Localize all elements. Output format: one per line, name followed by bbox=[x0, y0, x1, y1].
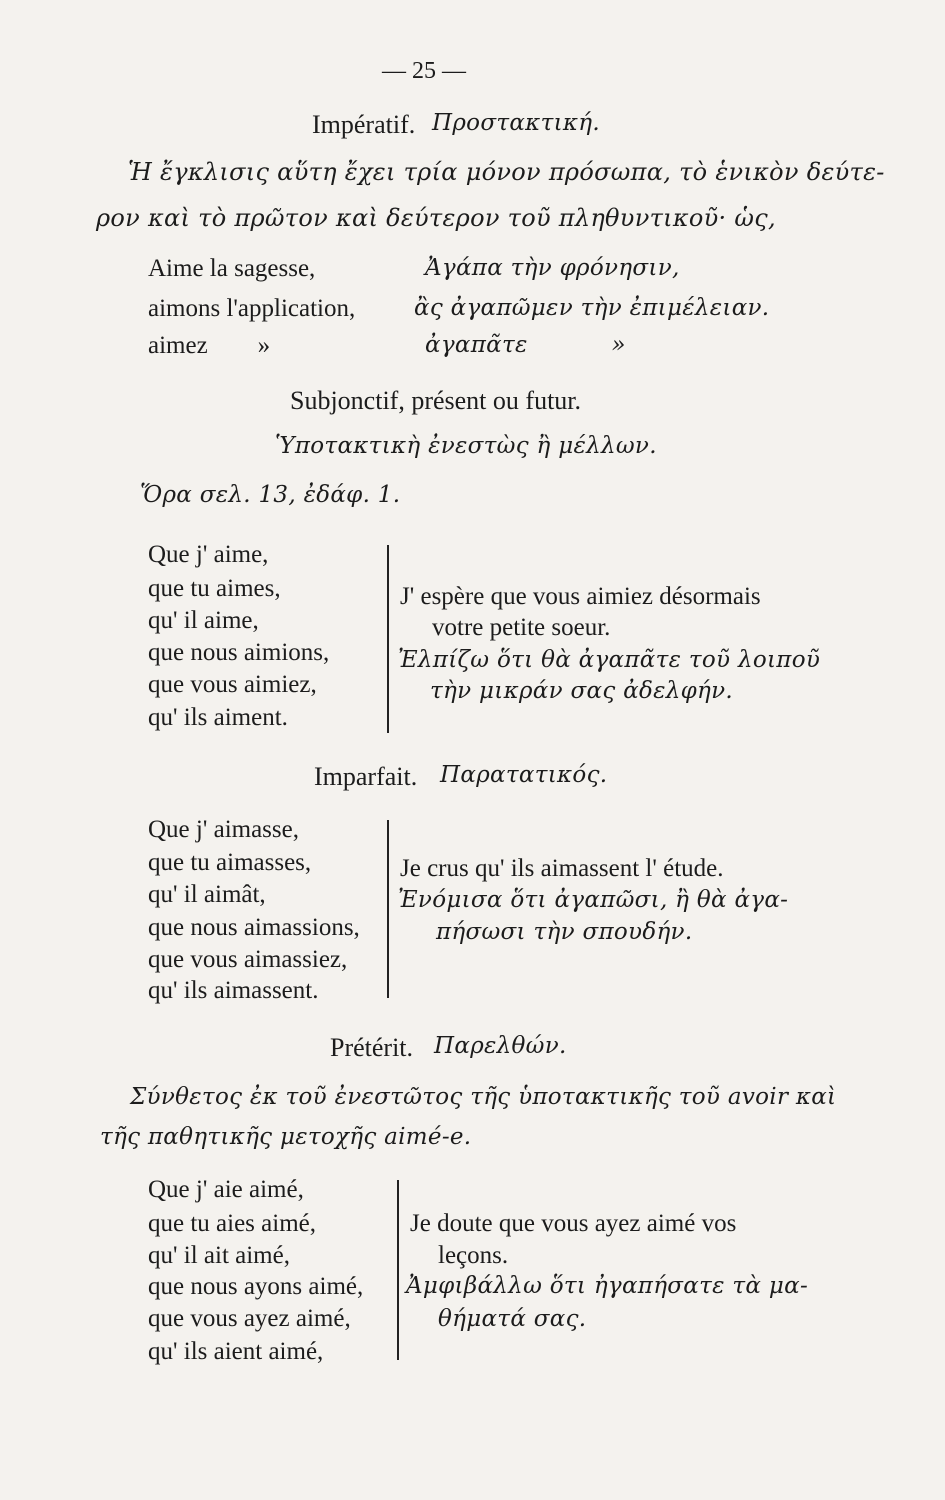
preterit-intro-line-2: τῆς παθητικῆς μετοχῆς aimé-e. bbox=[100, 1124, 472, 1150]
page-number: — 25 — bbox=[382, 58, 466, 84]
subjonctif-example-fr-2: votre petite soeur. bbox=[432, 614, 611, 641]
preterit-form-2: que tu aies aimé, bbox=[148, 1210, 316, 1237]
preterit-form-1: Que j' aie aimé, bbox=[148, 1176, 304, 1203]
imperatif-row-1-fr: Aime la sagesse, bbox=[148, 255, 316, 282]
imperatif-heading-fr: Impératif. bbox=[312, 110, 416, 139]
imperatif-intro-line-1: Ἡ ἔγκλισις αὕτη ἔχει τρία μόνον πρόσωπα, τὸ ἑνικὸν δεύτε- bbox=[128, 158, 885, 186]
subjonctif-form-1: Que j' aime, bbox=[148, 541, 269, 568]
imparfait-form-2: que tu aimasses, bbox=[148, 849, 312, 876]
imparfait-form-1: Que j' aimasse, bbox=[148, 816, 299, 843]
preterit-example-gr-2: θήματά σας. bbox=[438, 1306, 587, 1332]
preterit-bracket-rule bbox=[397, 1180, 399, 1360]
subjonctif-form-5: que vous aimiez, bbox=[148, 671, 317, 698]
imperatif-row-1-gr: Ἀγάπα τὴν φρόνησιν, bbox=[425, 255, 680, 281]
imparfait-bracket-rule bbox=[387, 820, 389, 998]
preterit-example-gr-1: Ἀμφιβάλλω ὅτι ἠγαπήσατε τὰ μα- bbox=[406, 1273, 809, 1299]
imperatif-row-3-gr: ἀγαπᾶτε » bbox=[425, 332, 626, 358]
preterit-heading-fr: Prétérit. bbox=[330, 1033, 414, 1062]
preterit-intro-line-1: Σύνθετος ἐκ τοῦ ἐνεστῶτος τῆς ὑποτακτικῆς τοῦ avoir καὶ bbox=[130, 1084, 837, 1110]
subjonctif-form-6: qu' ils aiment. bbox=[148, 704, 288, 731]
subjonctif-example-gr-2: τὴν μικράν σας ἀδελφήν. bbox=[430, 678, 733, 704]
subjonctif-form-2: que tu aimes, bbox=[148, 575, 281, 602]
imperatif-row-2-gr: ἂς ἀγαπῶμεν τὴν ἐπιμέλειαν. bbox=[414, 295, 770, 321]
imperatif-row-2-fr: aimons l'application, bbox=[148, 295, 356, 322]
preterit-example-fr-1: Je doute que vous ayez aimé vos bbox=[410, 1210, 737, 1237]
preterit-form-3: qu' il ait aimé, bbox=[148, 1242, 290, 1269]
preterit-heading-gr: Παρελθών. bbox=[434, 1033, 567, 1059]
subjonctif-reference: Ὅρα σελ. 13, ἐδάφ. 1. bbox=[140, 482, 401, 508]
imparfait-heading-gr: Παρατατικός. bbox=[440, 762, 608, 788]
imperatif-intro-line-2: ρον καὶ τὸ πρῶτον καὶ δεύτερον τοῦ πληθυντικοῦ· ὡς, bbox=[96, 204, 776, 232]
imparfait-example-gr-1: Ἐνόμισα ὅτι ἀγαπῶσι, ἢ θὰ ἀγα- bbox=[398, 887, 789, 913]
subjonctif-example-gr-1: Ἐλπίζω ὅτι θὰ ἀγαπᾶτε τοῦ λοιποῦ bbox=[398, 647, 821, 673]
imparfait-form-5: que vous aimassiez, bbox=[148, 946, 348, 973]
imperatif-row-3-fr: aimez » bbox=[148, 332, 271, 359]
imparfait-form-6: qu' ils aimassent. bbox=[148, 977, 319, 1004]
imparfait-form-3: qu' il aimât, bbox=[148, 881, 266, 908]
imparfait-example-gr-2: πήσωσι τὴν σπουδήν. bbox=[436, 919, 693, 945]
subjonctif-example-fr-1: J' espère que vous aimiez désormais bbox=[400, 583, 761, 610]
preterit-form-4: que nous ayons aimé, bbox=[148, 1273, 364, 1300]
preterit-form-6: qu' ils aient aimé, bbox=[148, 1338, 324, 1365]
subjonctif-heading-gr: Ὑποτακτικὴ ἐνεστὼς ἢ μέλλων. bbox=[275, 433, 657, 459]
preterit-form-5: que vous ayez aimé, bbox=[148, 1305, 351, 1332]
imparfait-example-fr: Je crus qu' ils aimassent l' étude. bbox=[400, 855, 724, 882]
subjonctif-form-4: que nous aimions, bbox=[148, 639, 330, 666]
subjonctif-form-3: qu' il aime, bbox=[148, 607, 259, 634]
imparfait-heading-fr: Imparfait. bbox=[314, 762, 418, 791]
subjonctif-heading-fr: Subjonctif, présent ou futur. bbox=[290, 386, 582, 415]
subjonctif-bracket-rule bbox=[387, 545, 389, 733]
preterit-example-fr-2: leçons. bbox=[438, 1242, 509, 1269]
imperatif-heading-gr: Προστακτική. bbox=[432, 110, 600, 136]
imparfait-form-4: que nous aimassions, bbox=[148, 914, 360, 941]
